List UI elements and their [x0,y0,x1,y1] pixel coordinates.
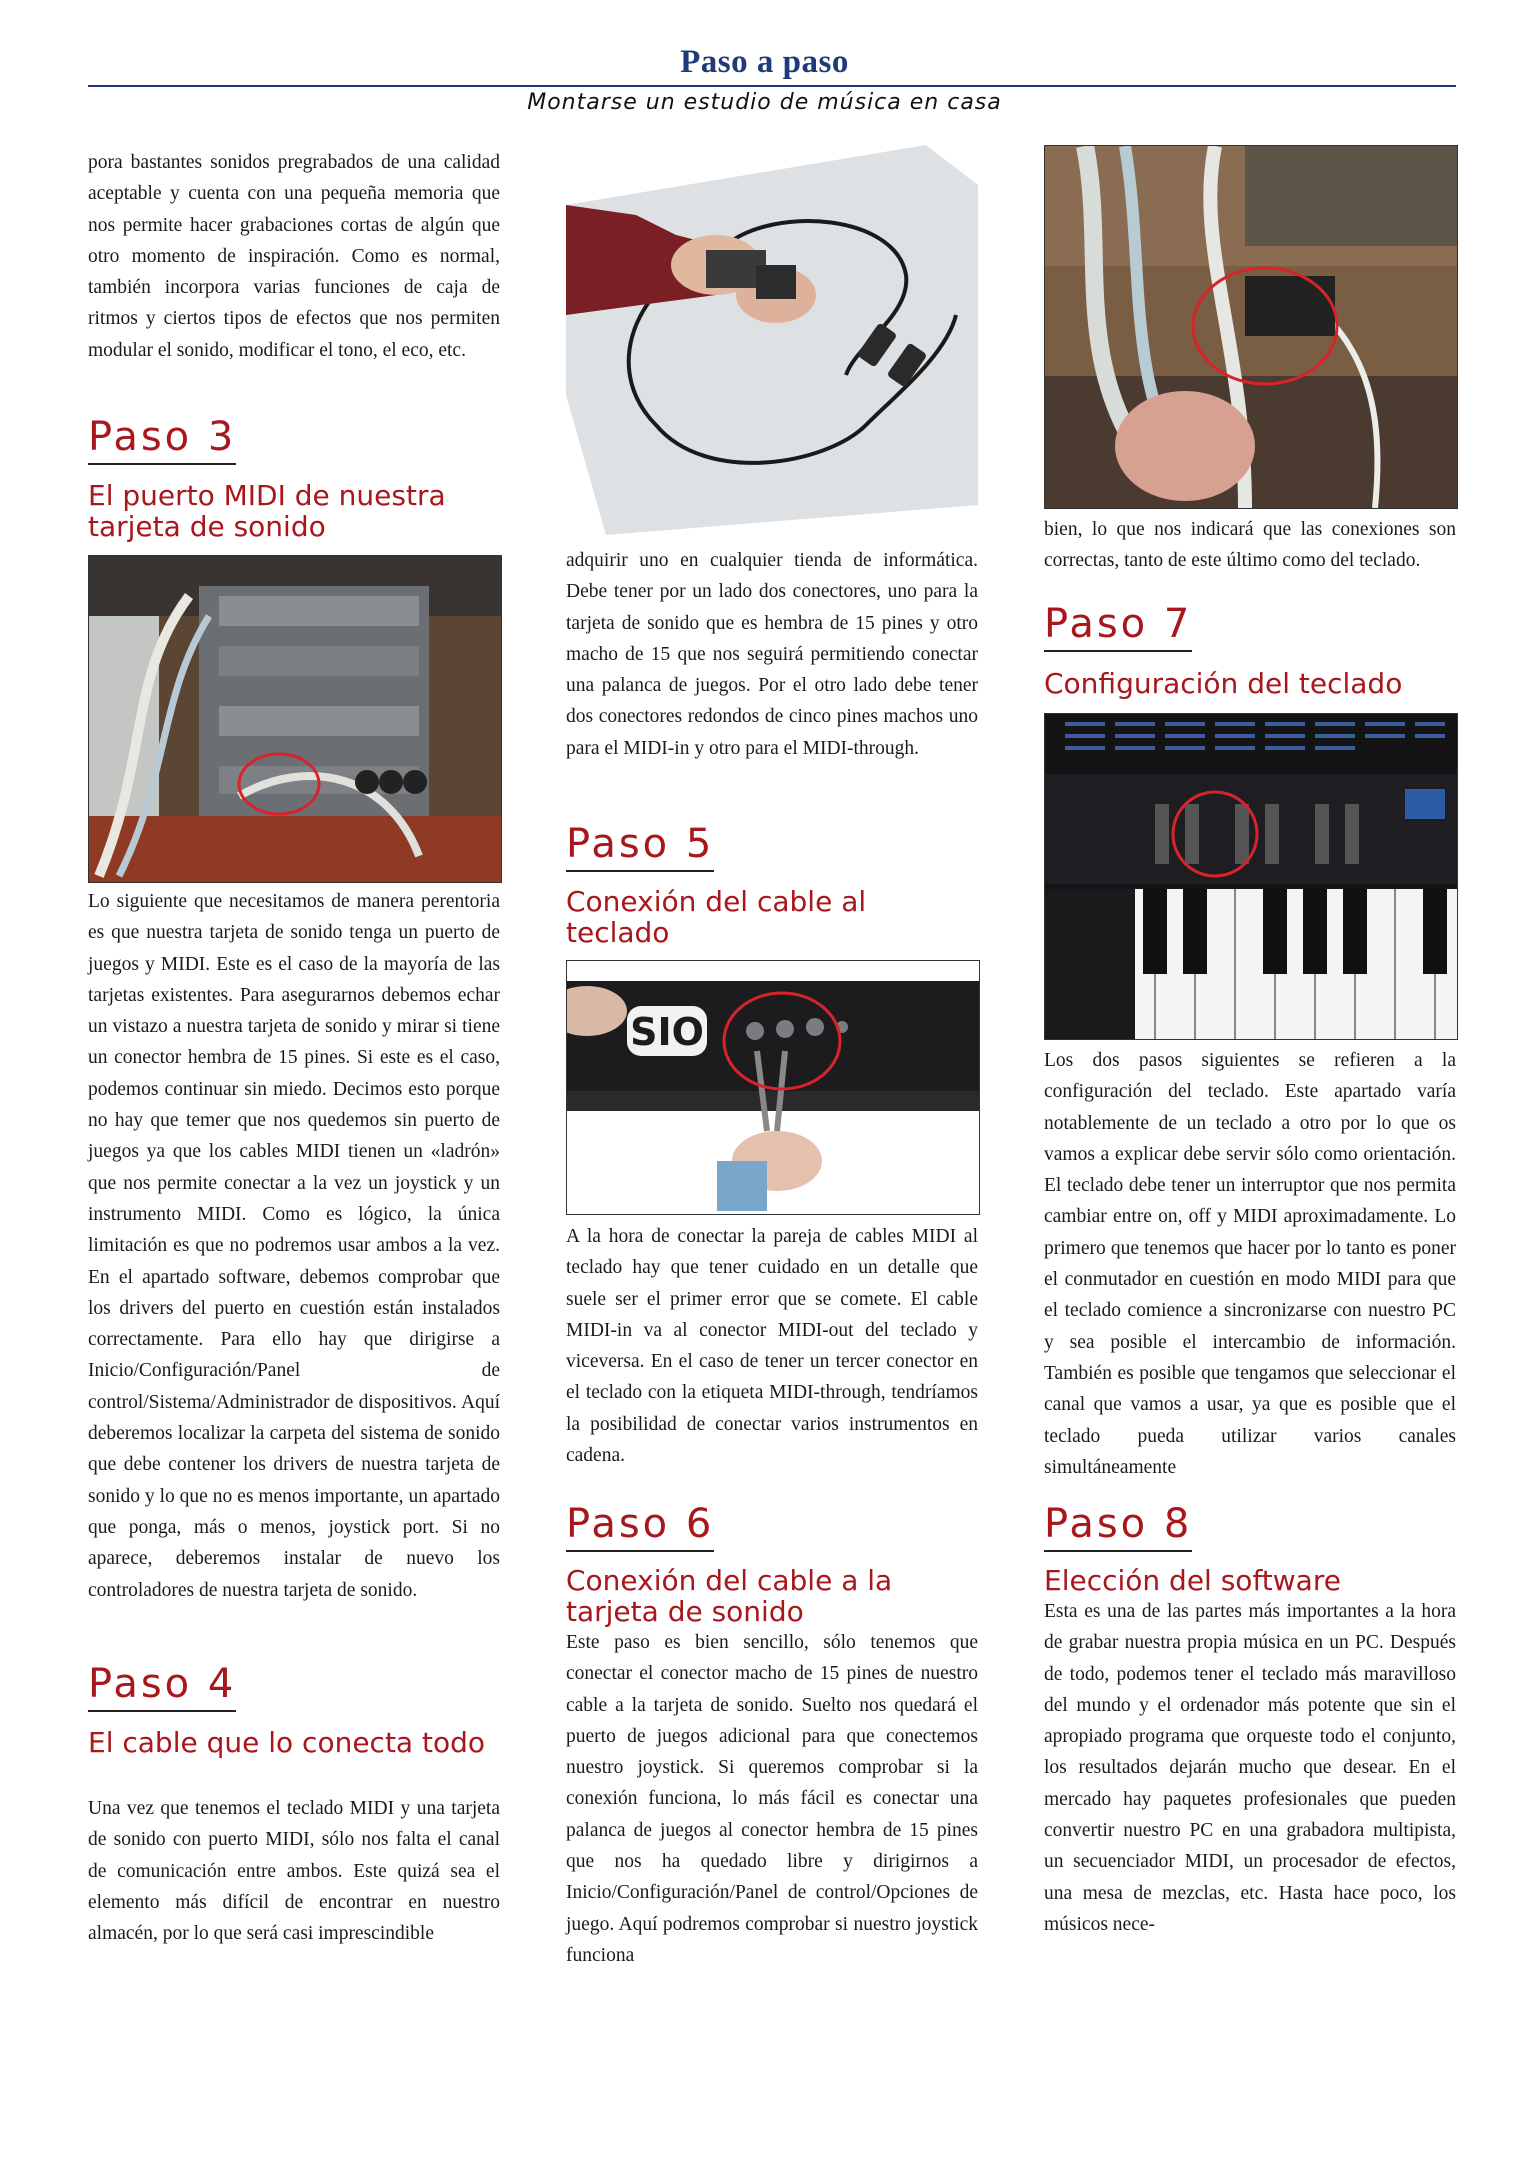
paso7-subheading [1044,668,1456,699]
paso8-subheading [1044,1565,1456,1596]
col2-top-text: adquirir uno en cualquier tienda de informática. Debe tener por un lado dos conectores, uno para la tarjeta de sonido que es hembra de 15 pines y otro macho de 15 que nos seguirá permitiendo conectar una palanca de juegos. Por el otro lado debe tener dos conectores redondos de cinco pines machos uno para el MIDI-in y otro para el MIDI-through. [566,550,978,759]
paso7-text: Los dos pasos siguientes se refieren a la configuración del teclado. Este apartado varía notablemente de un teclado a otro por lo que os vamos a explicar debe servir sólo como orientación. El teclado debe tener un interruptor que nos permita cambiar entre on, off y MIDI aproximadamente. Lo primero que tenemos que hacer por lo tanto es poner el conmutador en cuestión en modo MIDI para que el teclado comience a sincronizarse con nuestro PC y sea posible el intercambio de información. También es posible que tengamos que seleccionar el canal que vamos a usar, ya que es posible que el teclado pueda utilizar varios canales simultáneamente [1044,1050,1456,1478]
paso4-body [88,1793,500,1949]
paso4-label: Paso 4 [88,1660,236,1712]
col3-top-text: bien, lo que nos indicará que las conexiones son correctas, tanto de este último como del teclado. [1044,519,1456,572]
paso8-text: Esta es una de las partes más importantes a la hora de grabar nuestra propia música en un PC. Después de todo, podemos tener el teclado más maravilloso del mundo y el ordenador más potente que sin el apropiado programa que orqueste todo el conjunto, los resultados dejarán mucho que desear. En el mercado hay paquetes profesionales que pueden convertir nuestro PC en una grabadora multipista, un secuenciador MIDI, un procesador de efectos, una mesa de mezclas, etc. Hasta hace poco, los músicos nece- [1044,1601,1456,1935]
paso8-body [1044,1596,1456,1940]
paso7-heading [1044,600,1456,652]
paso3-text: Lo siguiente que necesitamos de manera perentoria es que nuestra tarjeta de sonido tenga un puerto de juegos y MIDI. Este es el caso de la mayoría de las tarjetas existentes. Para asegurarnos debemos echar un vistazo a nuestra tarjeta de sonido y mirar si tiene un conector hembra de 15 pines. Si este es el caso, podemos continuar sin miedo. Decimos esto porque no hay que temer que nos quedemos sin puerto de juegos ya que los cables MIDI tienen un «ladrón» que nos permite conectar a la vez un joystick y un instrumento MIDI. Como es lógico, la única limitación es que no podremos usar ambos a la vez. En el apartado software, debemos comprobar que los drivers del puerto en cuestión están instalados correctamente. Para ello hay que dirigirse a Inicio/Configuración/Panel de control/Sistema/Administrador de dispositivos. Aquí deberemos localizar la carpeta del sistema de sonido que debe contener los drivers de nuestra tarjeta de sonido y lo que no es menos importante, un apartado que ponga, más o menos, joystick port. Si no aparece, deberemos instalar de nuevo los controladores de nuestra tarjeta de sonido. [88,891,500,1601]
paso5-text: A la hora de conectar la pareja de cables MIDI al teclado hay que tener cuidado en un detalle que suele ser el primer error que se comete. El cable MIDI-in va al conector MIDI-out del teclado y viceversa. En el caso de tener un tercer conector en el teclado con la etiqueta MIDI-through, tendríamos la posibilidad de conectar varios instrumentos en cadena. [566,1226,978,1467]
paso4-text: Una vez que tenemos el teclado MIDI y una tarjeta de sonido con puerto MIDI, sólo nos falta el canal de comunicación entre ambos. Este quizá sea el elemento más difícil de encontrar en nuestro almacén, por lo que será casi imprescindible [88,1798,500,1945]
paso8-heading [1044,1500,1456,1552]
keyboard-panel-photo [1044,713,1458,1040]
paso6-body [566,1627,978,1971]
col1-intro-text: pora bastantes sonidos pregrabados de una calidad aceptable y cuenta con una pequeña memoria que nos permite hacer grabaciones cortas de algún que otro momento de inspiración. Como es normal, también incorpora varias funciones de caja de ritmos y ciertos tipos de efectos que nos permiten modular el sonido, modificar el tono, el eco, etc. [88,152,500,361]
col1-intro [88,147,500,366]
midi-cable-photo [566,145,978,535]
paso3-heading [88,413,500,465]
paso3-subheading [88,480,500,542]
header-rule [88,85,1456,87]
paso8-subtitle: Elección del software [1044,1564,1341,1597]
keyboard-connection-photo [566,960,980,1215]
paso3-subtitle: El puerto MIDI de nuestra tarjeta de sonido [88,479,446,543]
paso7-label: Paso 7 [1044,600,1192,652]
paso7-body [1044,1045,1456,1483]
paso4-subtitle: El cable que lo conecta todo [88,1726,486,1759]
paso6-subtitle: Conexión del cable a la tarjeta de sonido [566,1564,893,1628]
paso5-heading [566,820,978,872]
col3-top [1044,514,1456,577]
paso5-label: Paso 5 [566,820,714,872]
col2-top [566,545,978,764]
pc-back-photo [1044,145,1458,509]
paso7-subtitle: Configuración del teclado [1044,667,1403,700]
paso4-heading [88,1660,500,1712]
paso6-heading [566,1500,978,1552]
paso3-label: Paso 3 [88,413,236,465]
paso6-label: Paso 6 [566,1500,714,1552]
paso3-body [88,886,500,1606]
page-section-title: Paso a paso [680,44,849,80]
paso5-body [566,1221,978,1471]
paso5-subtitle: Conexión del cable al teclado [566,885,867,949]
page-subtitle: Montarse un estudio de música en casa [527,90,1002,115]
sound-card-photo [88,555,502,883]
paso8-label: Paso 8 [1044,1500,1192,1552]
paso6-text: Este paso es bien sencillo, sólo tenemos que conectar el conector macho de 15 pines de nuestro cable a la tarjeta de sonido. Suelto nos quedará el puerto de juegos adicional para que conectemos nuestro joystick. Si queremos comprobar si la conexión funciona, lo más fácil es conectar una palanca de juegos al conector hembra de 15 pines que nos ha quedado libre y dirigirnos a Inicio/Configuración/Panel de control/Opciones de juego. Aquí podremos comprobar si nuestro joystick funciona [566,1632,978,1966]
keyboard-brand-text: SIO [630,1010,704,1054]
paso4-subheading [88,1727,500,1758]
paso6-subheading [566,1565,978,1627]
paso5-subheading [566,886,978,948]
